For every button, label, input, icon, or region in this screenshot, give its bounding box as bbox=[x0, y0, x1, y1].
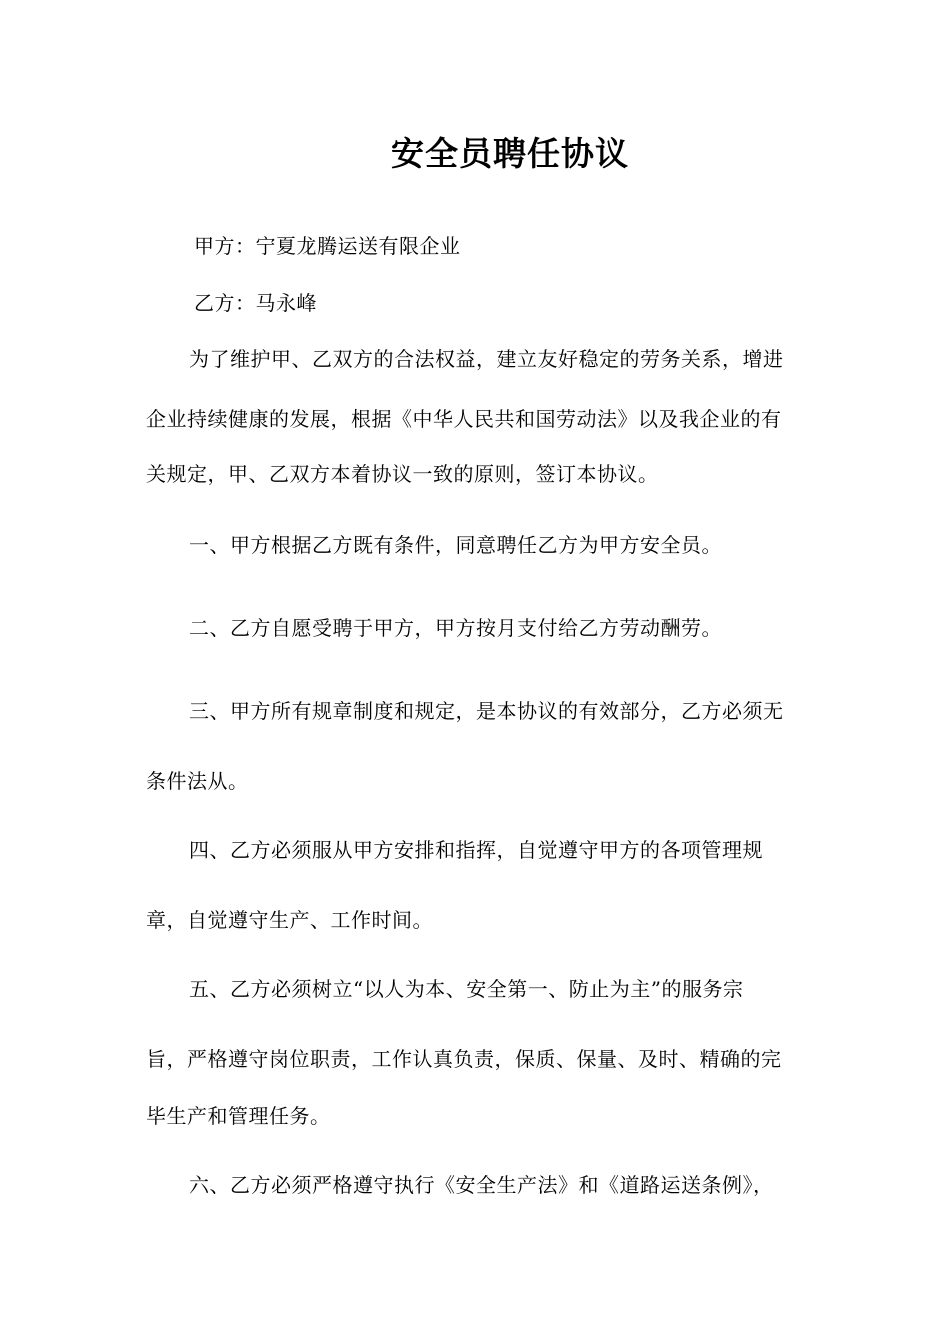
clause-5-line-3: 毕生产和管理任务。 bbox=[146, 1104, 331, 1128]
clause-5-line-1: 五、乙方必须树立“以人为本、安全第一、防止为主”的服务宗 bbox=[189, 977, 744, 1001]
clause-5-line-2: 旨，严格遵守岗位职责，工作认真负责，保质、保量、及时、精确的完 bbox=[146, 1047, 782, 1071]
clause-1-line-1: 一、甲方根据乙方既有条件，同意聘任乙方为甲方安全员。 bbox=[189, 533, 722, 557]
intro-line-3: 关规定，甲、乙双方本着协议一致的原则，签订本协议。 bbox=[146, 462, 659, 486]
intro-line-1: 为了维护甲、乙双方的合法权益，建立友好稳定的劳务关系，增进 bbox=[189, 347, 784, 371]
clause-3-line-2: 条件法从。 bbox=[146, 769, 249, 793]
clause-6-line-1: 六、乙方必须严格遵守执行《安全生产法》和《道路运送条例》， bbox=[189, 1173, 774, 1197]
intro-line-2: 企业持续健康的发展，根据《中华人民共和国劳动法》以及我企业的有 bbox=[146, 407, 782, 431]
clause-4-line-2: 章，自觉遵守生产、工作时间。 bbox=[146, 908, 433, 932]
party-a-line: 甲方：宁夏龙腾运送有限企业 bbox=[194, 234, 461, 258]
clause-2-line-1: 二、乙方自愿受聘于甲方，甲方按月支付给乙方劳动酬劳。 bbox=[189, 616, 722, 640]
clause-4-line-1: 四、乙方必须服从甲方安排和指挥，自觉遵守甲方的各项管理规 bbox=[189, 838, 763, 862]
clause-3-line-1: 三、甲方所有规章制度和规定，是本协议的有效部分，乙方必须无 bbox=[189, 699, 784, 723]
party-b-line: 乙方：马永峰 bbox=[194, 291, 317, 315]
document-title: 安全员聘任协议 bbox=[391, 134, 629, 173]
